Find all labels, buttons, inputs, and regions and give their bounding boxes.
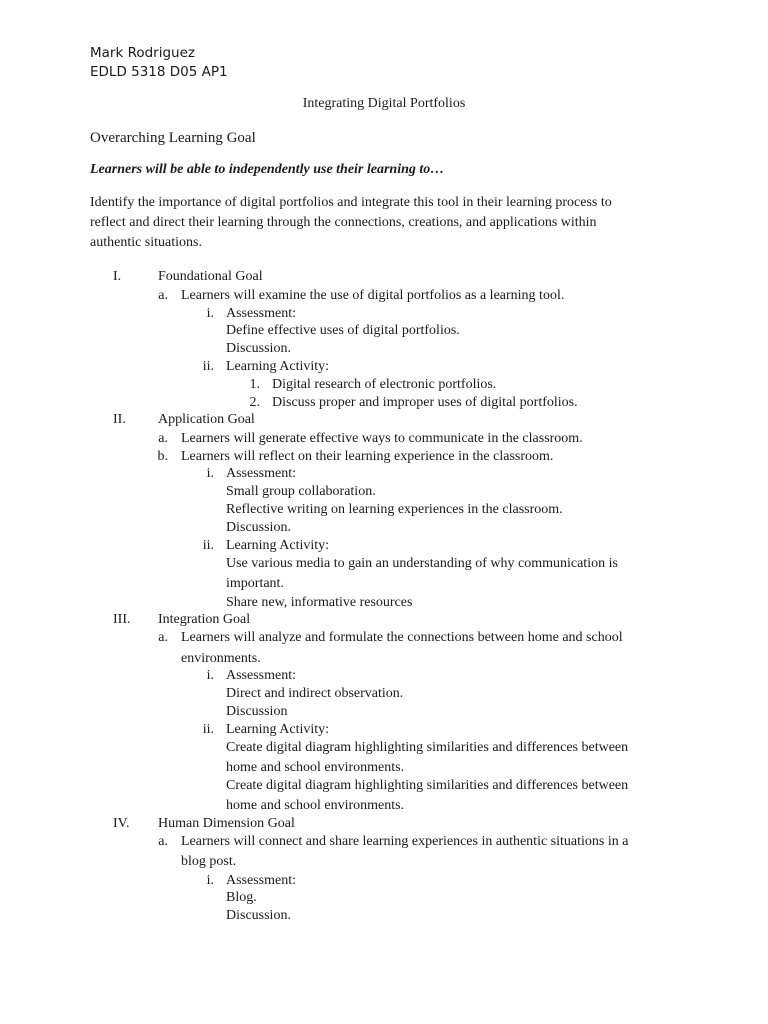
overarching-goal-heading: Overarching Learning Goal <box>90 130 256 146</box>
outline-text: Create digital diagram highlighting similarities and differences between <box>226 778 629 793</box>
learners-statement: Learners will be able to independently use their learning to… <box>90 162 445 177</box>
outline-text: Share new, informative resources <box>226 595 413 610</box>
outline-marker: I. <box>113 269 122 284</box>
outline-text: Discussion. <box>226 908 291 923</box>
outline-text: Assessment: <box>226 668 296 683</box>
outline-text: Create digital diagram highlighting similarities and differences between <box>226 740 629 755</box>
outline-text: Learning Activity: <box>226 722 330 737</box>
outline-marker: i. <box>206 306 214 321</box>
outline-text: Integration Goal <box>158 612 251 627</box>
outline-text: Assessment: <box>226 873 296 888</box>
outline-text: Foundational Goal <box>158 269 263 284</box>
outline-text: Learning Activity: <box>226 538 330 553</box>
outline-text: environments. <box>181 651 261 666</box>
intro-line: Identify the importance of digital portfolios and integrate this tool in their learning process to <box>90 195 612 210</box>
outline-text: Digital research of electronic portfolios. <box>272 377 497 392</box>
course-code: EDLD 5318 D05 AP1 <box>90 64 228 80</box>
outline-text: home and school environments. <box>226 798 405 813</box>
outline-marker: i. <box>206 466 214 481</box>
outline-text: Learners will examine the use of digital portfolios as a learning tool. <box>181 288 565 303</box>
outline-text: Blog. <box>226 890 257 905</box>
outline-text: Reflective writing on learning experiences in the classroom. <box>226 502 563 517</box>
intro-line: reflect and direct their learning through the connections, creations, and applications within <box>90 215 597 230</box>
outline-text: blog post. <box>181 854 237 869</box>
intro-line: authentic situations. <box>90 235 202 250</box>
outline-marker: i. <box>206 668 214 683</box>
outline-marker: ii. <box>202 722 214 737</box>
outline-marker: III. <box>113 612 131 627</box>
outline-marker: a. <box>158 431 168 446</box>
outline-text: Small group collaboration. <box>226 484 376 499</box>
outline-text: Define effective uses of digital portfolios. <box>226 323 460 338</box>
outline-text: Discussion. <box>226 341 291 356</box>
outline-text: important. <box>226 576 284 591</box>
outline-marker: i. <box>206 873 214 888</box>
outline-marker: IV. <box>113 816 130 831</box>
outline-text: Application Goal <box>158 412 255 427</box>
outline-text: home and school environments. <box>226 760 405 775</box>
outline-marker: a. <box>158 834 168 849</box>
outline-text: Learners will reflect on their learning experience in the classroom. <box>181 449 554 464</box>
outline-marker: b. <box>157 449 168 464</box>
outline-marker: ii. <box>202 359 214 374</box>
document-title: Integrating Digital Portfolios <box>302 96 466 111</box>
outline-marker: a. <box>158 288 168 303</box>
outline-marker: ii. <box>202 538 214 553</box>
outline-text: Assessment: <box>226 466 296 481</box>
author-name: Mark Rodriguez <box>90 45 196 61</box>
outline-text: Assessment: <box>226 306 296 321</box>
outline-text: Learning Activity: <box>226 359 330 374</box>
outline-text: Discussion. <box>226 520 291 535</box>
outline-text: Learners will analyze and formulate the connections between home and school <box>181 630 623 645</box>
outline-text: Discuss proper and improper uses of digital portfolios. <box>272 395 578 410</box>
intro-paragraph <box>90 193 670 253</box>
outline-marker: 1. <box>249 377 260 392</box>
outline-text: Use various media to gain an understanding of why communication is <box>226 556 618 571</box>
outline-marker: a. <box>158 630 168 645</box>
outline-marker: 2. <box>249 395 260 410</box>
outline-text: Learners will generate effective ways to communicate in the classroom. <box>181 431 583 446</box>
outline-text: Learners will connect and share learning experiences in authentic situations in a <box>181 834 629 849</box>
outline-text: Human Dimension Goal <box>158 816 295 831</box>
outline-marker: II. <box>113 412 126 427</box>
outline-text: Direct and indirect observation. <box>226 686 404 701</box>
outline-text: Discussion <box>226 704 288 719</box>
